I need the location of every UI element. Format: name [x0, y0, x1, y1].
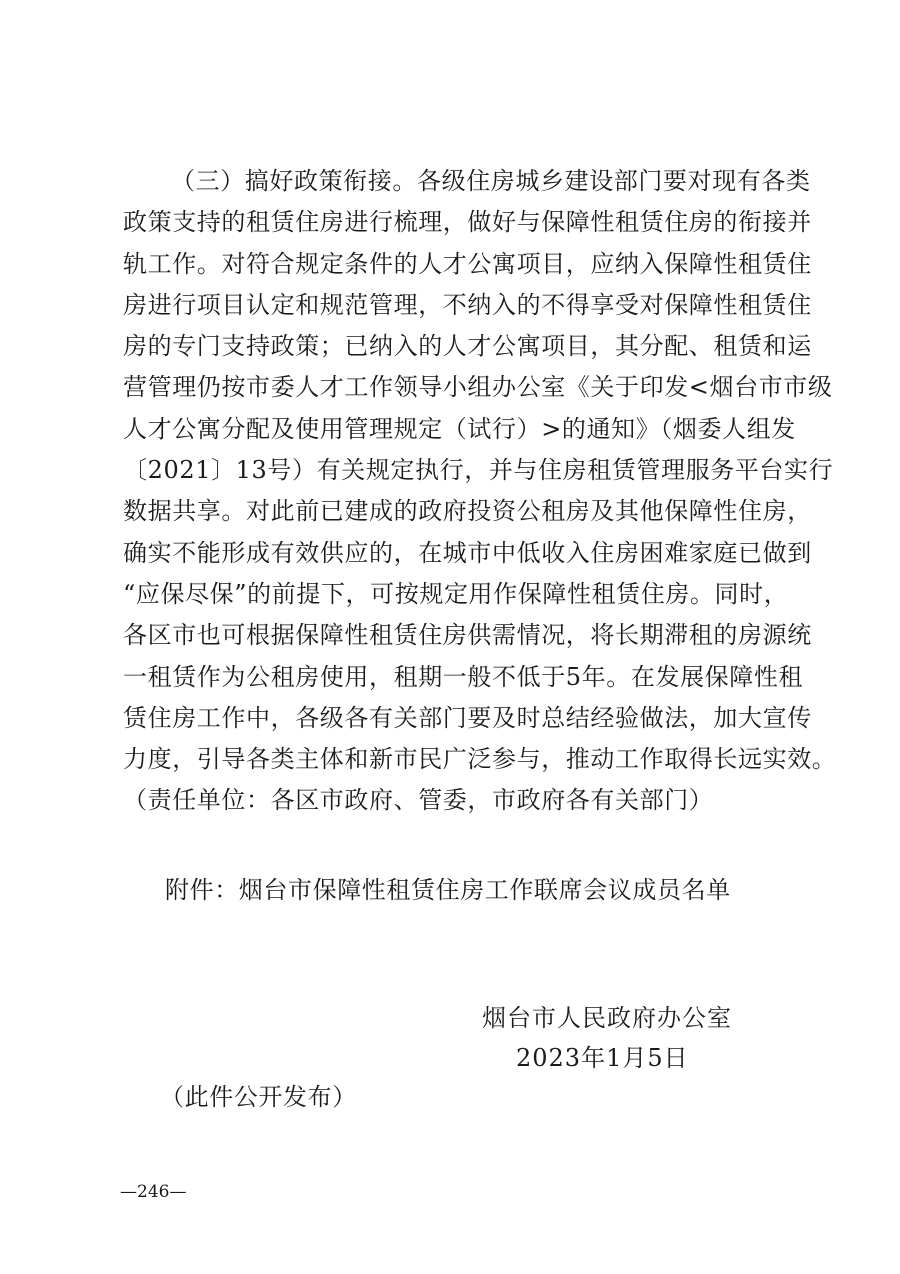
paragraph-line-14: 赁住房工作中，各级各有关部门要及时总结经验做法，加大宣传 — [123, 703, 812, 732]
paragraph-line-1: （三）搞好政策衔接。各级住房城乡建设部门要对现有各类 — [171, 167, 811, 195]
paragraph-line-6: 营管理仍按市委人才工作领导小组办公室《关于印发<烟台市市级 — [123, 373, 833, 402]
paragraph-line-5: 房的专门支持政策；已纳入的人才公寓项目，其分配、租赁和运 — [123, 332, 812, 361]
paragraph-line-9: 数据共享。对此前已建成的政府投资公租房及其他保障性住房， — [123, 497, 812, 526]
paragraph-line-10: 确实不能形成有效供应的，在城市中低收入住房困难家庭已做到 — [123, 538, 812, 567]
release-note: （此件公开发布） — [160, 1083, 357, 1111]
paragraph-line-12: 各区市也可根据保障性租赁住房供需情况，将长期滞租的房源统 — [123, 621, 812, 650]
paragraph-line-16: （责任单位：各区市政府、管委，市政府各有关部门） — [123, 786, 714, 815]
paragraph-line-13: 一租赁作为公租房使用，租期一般不低于5年。在发展保障性租 — [123, 662, 804, 691]
issue-date: 2023年1月5日 — [516, 1044, 689, 1072]
paragraph-line-11: “应保尽保”的前提下，可按规定用作保障性租赁住房。同时， — [123, 579, 789, 608]
paragraph-line-8: 〔2021〕13号）有关规定执行，并与住房租赁管理服务平台实行 — [123, 456, 834, 485]
attachment-line: 附件：烟台市保障性租赁住房工作联席会议成员名单 — [165, 876, 731, 904]
paragraph-line-3: 轨工作。对符合规定条件的人才公寓项目，应纳入保障性租赁住 — [123, 249, 812, 278]
issuer-name: 烟台市人民政府办公室 — [482, 1004, 732, 1032]
page-number: —246— — [120, 1182, 187, 1202]
policy-paragraph — [123, 161, 837, 822]
paragraph-line-15: 力度，引导各类主体和新市民广泛参与，推动工作取得长远实效。 — [123, 745, 837, 774]
paragraph-line-2: 政策支持的租赁住房进行梳理，做好与保障性租赁住房的衔接并 — [123, 208, 812, 237]
paragraph-line-4: 房进行项目认定和规范管理，不纳入的不得享受对保障性租赁住 — [123, 290, 812, 319]
paragraph-line-7: 人才公寓分配及使用管理规定（试行）>的通知》（烟委人组发 — [123, 414, 796, 443]
